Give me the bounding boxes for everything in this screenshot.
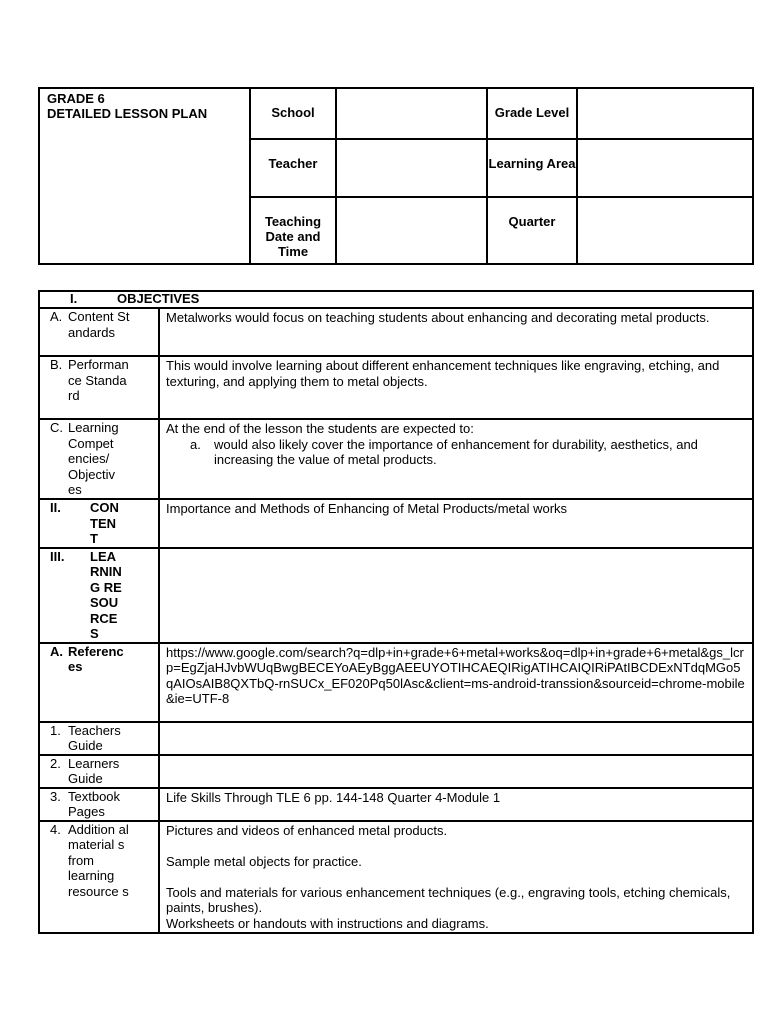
content-label: CONTENT [90,500,119,546]
table-row [39,755,753,788]
learning-competencies-label: Learning Compet encies/ Objectiv es [68,420,119,497]
learning-resources-cell[interactable] [159,548,753,643]
additional-materials-cell [159,821,753,934]
additional-materials-line3: Tools and materials for various enhancement techniques (e.g., engraving tools, etching chemicals, paints, brushes). [166,884,731,915]
performance-standard-cell [159,356,753,419]
references-num: A. [50,643,63,659]
school-label: School [250,88,336,139]
table-row [39,821,753,934]
references-url[interactable]: https://www.google.com/search?q=dlp+in+grade+6+metal+works&oq=dlp+in+grade+6+metal&gs_lcrp=EgZjaHJvbWUqBwgBECEYoAEyBggAEEUYOTIHCAEQIRigATIHCAIQIRiPAtIBCDExNTdqMGo5qAIOsAIB8QXTbQ-rnSUCx_EF020Pq50lAsc&client=ms-android-transsion&sourceid=chrome-mobile&ie=UTF-8 [166,644,745,706]
references-cell [159,643,753,722]
teachers-guide-cell[interactable] [159,722,753,755]
content-standards-text: Metalworks would focus on teaching students about enhancing and decorating metal products. [166,310,710,325]
textbook-pages-num: 3. [50,788,61,804]
lesson-plan-table [38,290,754,934]
learning-area-label: Learning Area [487,139,577,197]
teachers-guide-num: 1. [50,722,61,738]
table-row [39,308,753,356]
lesson-plan-title: DETAILED LESSON PLAN [47,106,208,121]
table-row [39,643,753,722]
content-num: II. [50,500,61,515]
table-row [39,356,753,419]
grade-level-label: Grade Level [487,88,577,139]
textbook-pages-cell [159,788,753,821]
learners-guide-cell[interactable] [159,755,753,788]
table-row [39,788,753,821]
teaching-date-label: Teaching Date and Time [250,197,336,264]
school-value-field[interactable] [336,88,487,139]
teacher-value-field[interactable] [336,139,487,197]
additional-materials-line1: Pictures and videos of enhanced metal products. [166,822,448,838]
grade-level-value-field[interactable] [577,88,753,139]
header-table [38,87,754,265]
quarter-label: Quarter [487,197,577,264]
textbook-pages-label: Textbook Pages [68,788,121,819]
references-label: References [68,643,124,674]
learning-competencies-cell [159,419,753,499]
performance-standard-text: This would involve learning about different enhancement techniques like engraving, etching, and texturing, and applying them to metal objects. [166,358,720,389]
content-text: Importance and Methods of Enhancing of Metal Products/metal works [166,501,568,516]
objectives-label: OBJECTIVES [117,291,200,306]
learning-competencies-intro: At the end of the lesson the students are expected to: [166,421,474,436]
table-row [39,499,753,548]
lesson-plan-title-cell [39,88,250,264]
learners-guide-label: Learners Guide [68,755,120,786]
learning-competencies-sub-num: a. [190,436,201,452]
teachers-guide-label: Teachers Guide [68,722,121,753]
content-cell [159,499,753,548]
learning-competencies-num: C. [50,420,63,435]
table-row [39,548,753,643]
table-row [39,419,753,499]
objectives-num: I. [70,291,78,306]
table-row [39,722,753,755]
teacher-label: Teacher [250,139,336,197]
learning-resources-num: III. [50,548,65,564]
additional-materials-label: Addition al material s from learning resource s [68,821,129,899]
learning-area-value-field[interactable] [577,139,753,197]
grade-title: GRADE 6 [47,91,105,106]
teaching-date-value-field[interactable] [336,197,487,264]
additional-materials-num: 4. [50,821,61,837]
performance-standard-label: Performance Standard [68,357,129,403]
objectives-header-row [39,291,753,308]
quarter-value-field[interactable] [577,197,753,264]
additional-materials-line4: Worksheets or handouts with instructions and diagrams. [166,915,489,931]
performance-standard-num: B. [50,357,63,372]
learning-competencies-sub-text: would also likely cover the importance of enhancement for durability, aesthetics, and increasing the value of metal products. [214,436,698,467]
textbook-pages-text: Life Skills Through TLE 6 pp. 144-148 Quarter 4-Module 1 [166,789,501,805]
additional-materials-line2: Sample metal objects for practice. [166,853,362,869]
content-standards-cell [159,308,753,356]
content-standards-label: Content Standards [68,309,130,340]
learners-guide-num: 2. [50,755,61,771]
learning-resources-label: LEARNING RESOURCES [90,548,122,641]
content-standards-num: A. [50,309,63,324]
